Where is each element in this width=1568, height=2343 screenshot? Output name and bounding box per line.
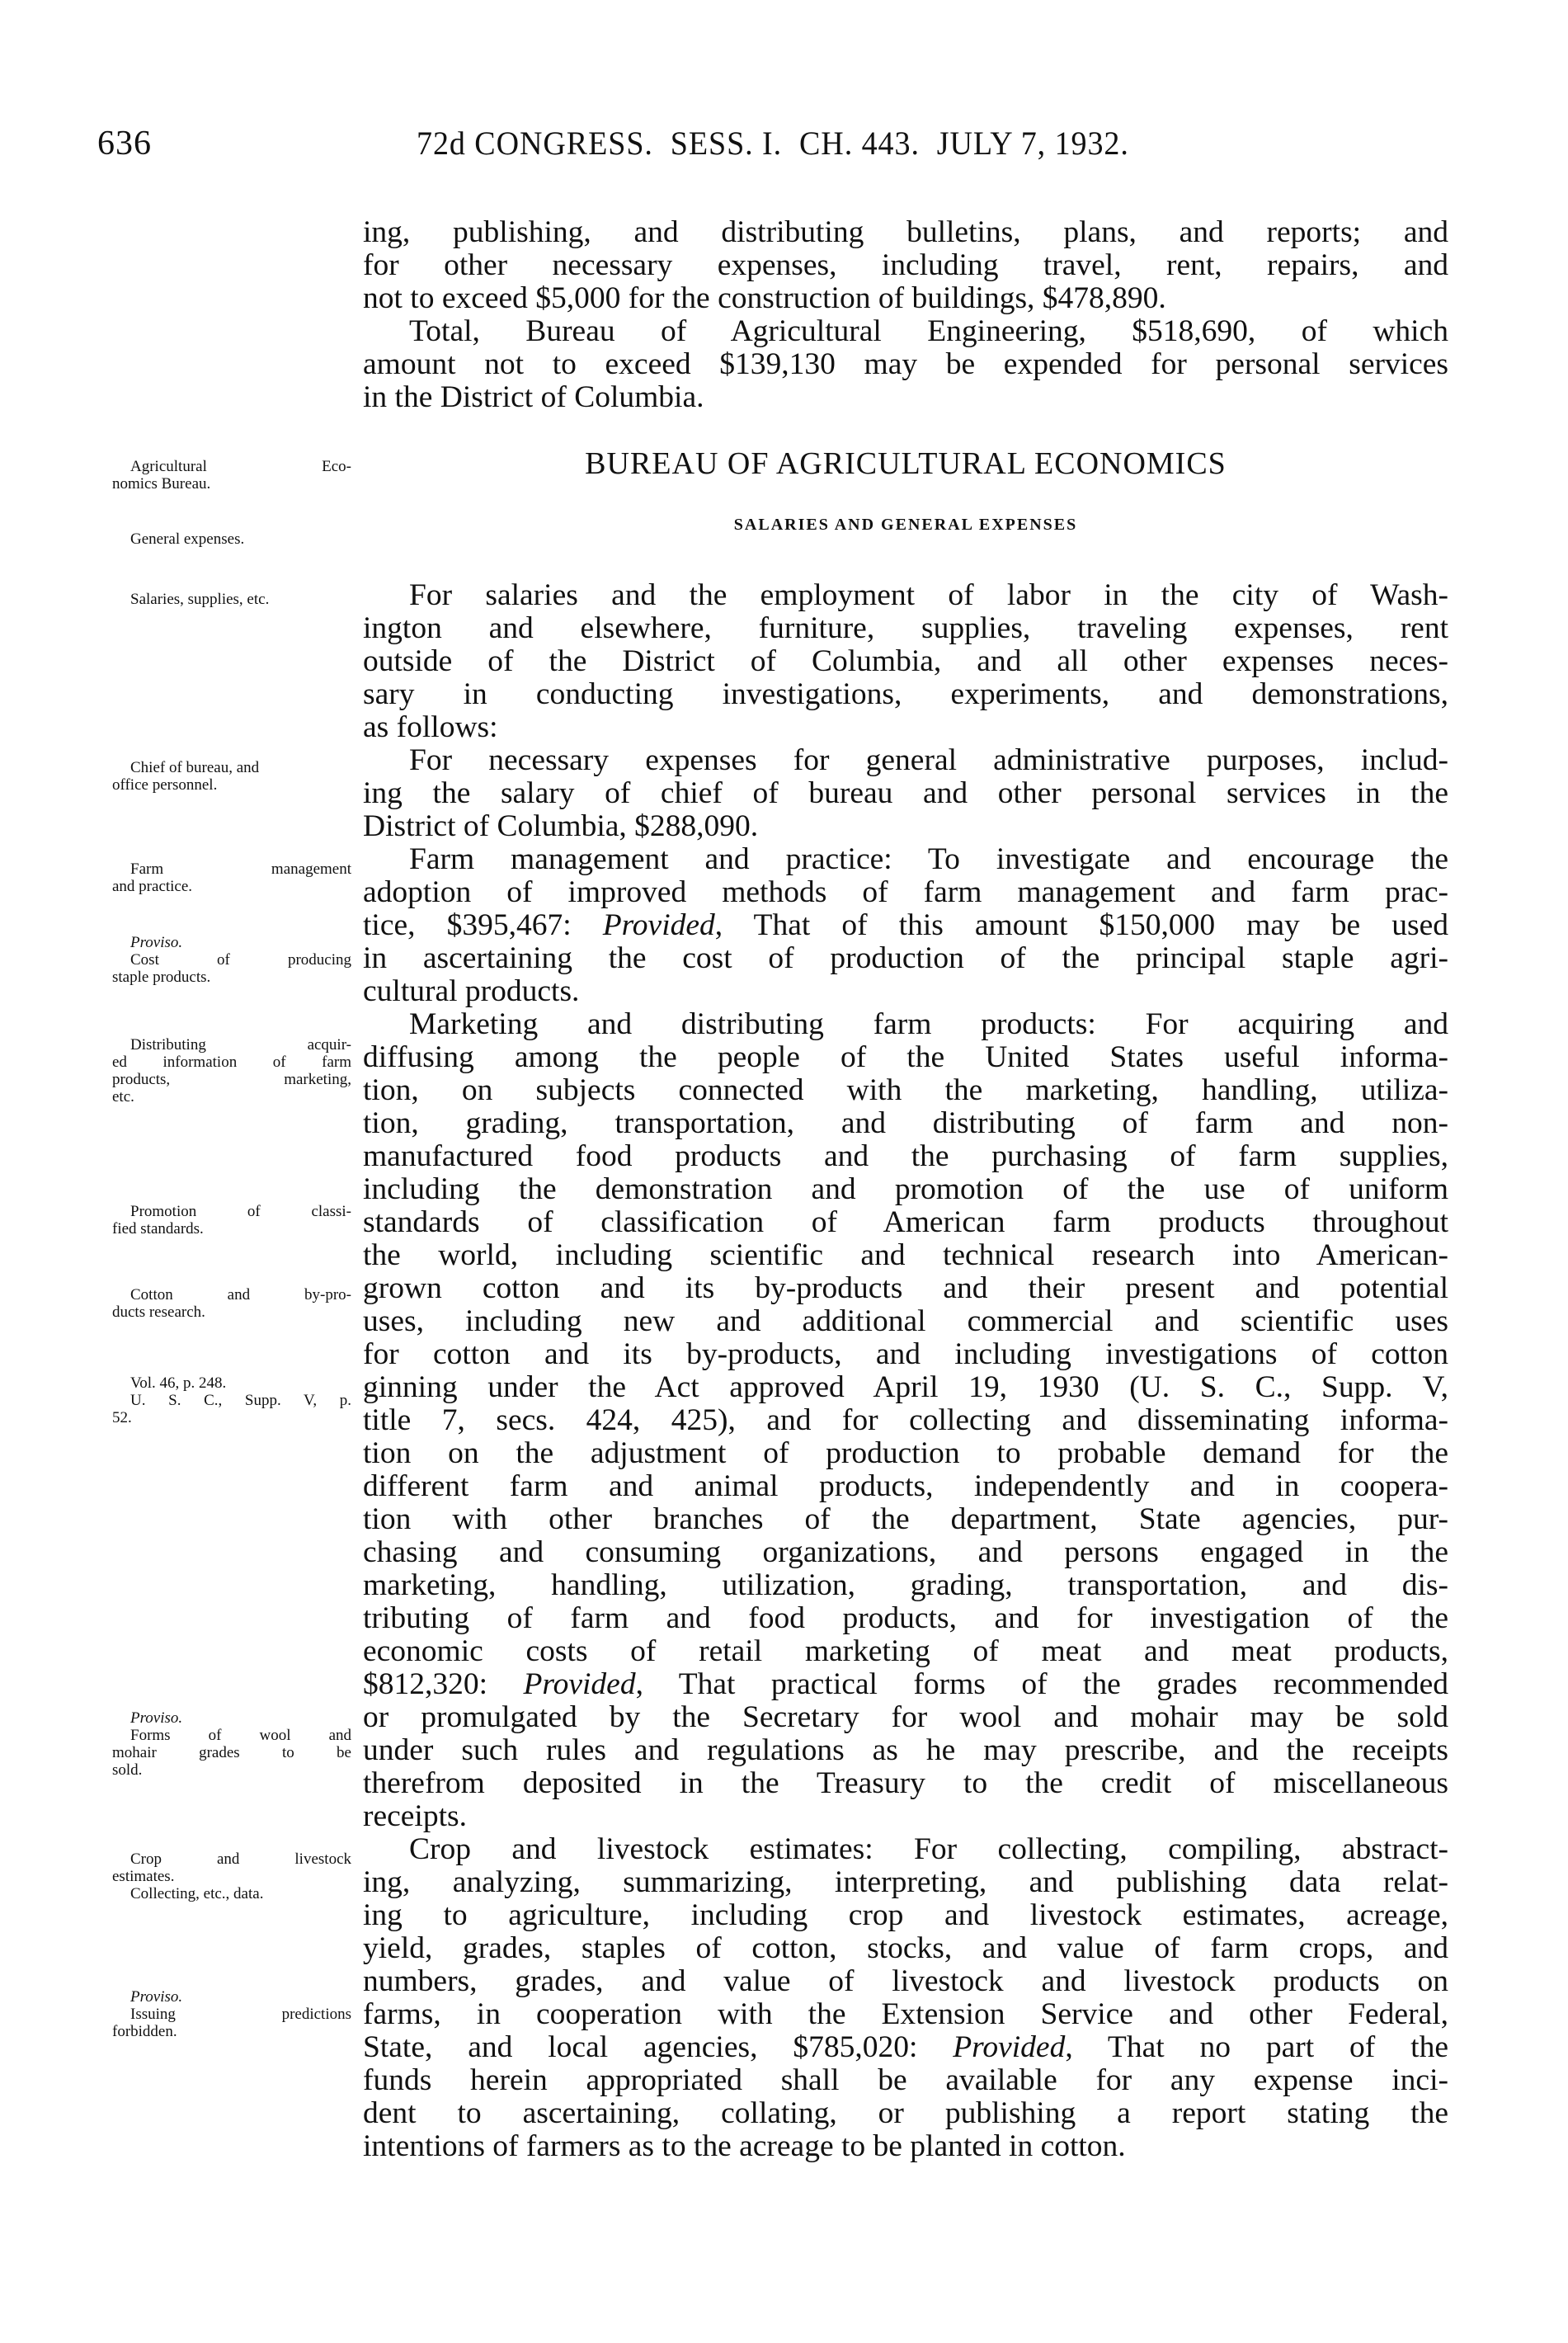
text-line: District of Columbia, $288,090.: [363, 809, 759, 843]
text-line: uses, including new and additional commercial and scientific uses: [363, 1304, 1448, 1338]
text-line: farms, in cooperation with the Extension Service and other Federal,: [363, 1997, 1448, 2031]
appropriations-body: [363, 579, 1448, 2163]
margin-note-proviso-3: Proviso. Issuing predictions forbidden.: [112, 1988, 351, 2040]
text-line: ing the salary of chief of bureau and other personal services in the: [363, 776, 1448, 810]
text-line: ing, publishing, and distributing bulletins, plans, and reports; and: [363, 215, 1448, 249]
text-line: grown cotton and its by-products and their present and potential: [363, 1271, 1448, 1305]
text-line: Farm management and practice: To investigate and encourage the: [409, 842, 1448, 876]
margin-note-salaries: Salaries, supplies, etc.: [130, 591, 270, 608]
page-number: 636: [97, 125, 152, 163]
margin-note-statute-ref: Vol. 46, p. 248. U. S. C., Supp. V, p. 52.: [112, 1374, 351, 1426]
text-line: tion on the adjustment of production to probable demand for the: [363, 1436, 1448, 1470]
text-line: or promulgated by the Secretary for wool and mohair may be sold: [363, 1700, 1448, 1734]
text-line: the world, including scientific and technical research into American-: [363, 1238, 1448, 1272]
margin-note-general-expenses: General expenses.: [130, 530, 245, 548]
text-line: receipts.: [363, 1799, 467, 1833]
section-subtitle: SALARIES AND GENERAL EXPENSES: [733, 516, 1078, 534]
margin-note-promotion: Promotion of classi- fied standards.: [112, 1203, 351, 1238]
text-line: outside of the District of Columbia, and all other expenses neces-: [363, 644, 1448, 678]
margin-note-bureau: Agricultural Eco- nomics Bureau.: [112, 458, 351, 493]
text-line: chasing and consuming organizations, and persons engaged in the: [363, 1535, 1448, 1569]
text-line: in the District of Columbia.: [363, 380, 704, 414]
provided-term: Provided: [523, 1667, 636, 1701]
text-line: Marketing and distributing farm products: For acquiring and: [409, 1007, 1448, 1041]
text-line: dent to ascertaining, collating, or publishing a report stating the: [363, 2096, 1448, 2130]
text-line: sary in conducting investigations, experiments, and demonstrations,: [363, 677, 1448, 711]
text-line: tion, on subjects connected with the marketing, handling, utiliza-: [363, 1073, 1448, 1107]
text-line: ing, analyzing, summarizing, interpreting, and publishing data relat-: [363, 1865, 1448, 1899]
margin-note-farm: Farm management and practice.: [112, 860, 351, 895]
usc-reference: U. S. C., Supp. V, p.: [130, 1392, 351, 1409]
text-line: For necessary expenses for general administrative purposes, includ-: [409, 743, 1448, 777]
text-line: in ascertaining the cost of production of the principal staple agri-: [363, 941, 1448, 975]
text-line: ginning under the Act approved April 19, 1930 (U. S. C., Supp. V,: [363, 1370, 1448, 1404]
text-line: numbers, grades, and value of livestock and livestock products on: [363, 1964, 1448, 1998]
text-line: ington and elsewhere, furniture, supplies, traveling expenses, rent: [363, 611, 1448, 645]
margin-note-distributing: Distributing acquir- ed information of farm products, marketing, etc.: [112, 1036, 351, 1106]
provided-term: Provided: [953, 2030, 1066, 2064]
text-line: $812,320: Provided, That practical forms of the grades recommended: [363, 1667, 1448, 1701]
proviso-label: Proviso.: [130, 934, 183, 951]
text-line: therefrom deposited in the Treasury to the credit of miscellaneous: [363, 1766, 1448, 1800]
text-line: title 7, secs. 424, 425), and for collecting and disseminating informa-: [363, 1403, 1448, 1437]
text-line: tion with other branches of the department, State agencies, pur-: [363, 1502, 1448, 1536]
text-line: ing to agriculture, including crop and livestock estimates, acreage,: [363, 1898, 1448, 1932]
text-line: under such rules and regulations as he may prescribe, and the receipts: [363, 1733, 1448, 1767]
text-line: State, and local agencies, $785,020: Provided, That no part of the: [363, 2030, 1448, 2064]
margin-note-proviso-1: Proviso. Cost of producing staple products.: [112, 934, 351, 986]
text-line: yield, grades, staples of cotton, stocks, and value of farm crops, and: [363, 1931, 1448, 1965]
continuation-paragraph: [363, 216, 1448, 414]
section-title: BUREAU OF AGRICULTURAL ECONOMICS: [585, 446, 1227, 481]
vol-reference: Vol. 46, p. 248.: [130, 1374, 227, 1392]
proviso-label: Proviso.: [130, 1709, 183, 1727]
text-line: economic costs of retail marketing of meat and meat products,: [363, 1634, 1448, 1668]
text-line: diffusing among the people of the United States useful informa-: [363, 1040, 1448, 1074]
text-line: For salaries and the employment of labor in the city of Wash-: [409, 578, 1448, 612]
text-line: manufactured food products and the purchasing of farm supplies,: [363, 1139, 1448, 1173]
proviso-label: Proviso.: [130, 1988, 183, 2006]
margin-note-cotton: Cotton and by-pro- ducts research.: [112, 1286, 351, 1321]
text-line: including the demonstration and promotion of the use of uniform: [363, 1172, 1448, 1206]
text-line: tion, grading, transportation, and distributing of farm and non-: [363, 1106, 1448, 1140]
text-line: different farm and animal products, independently and in coopera-: [363, 1469, 1448, 1503]
margin-note-crop: Crop and livestock estimates. Collecting, etc., data.: [112, 1850, 351, 1902]
text-line: as follows:: [363, 710, 498, 744]
text-line: for cotton and its by-products, and including investigations of cotton: [363, 1337, 1448, 1371]
provided-term: Provided: [602, 908, 715, 942]
text-line: funds herein appropriated shall be available for any expense inci-: [363, 2063, 1448, 2097]
text-line: amount not to exceed $139,130 may be expended for personal services: [363, 347, 1448, 381]
text-line: cultural products.: [363, 974, 580, 1008]
text-line: Total, Bureau of Agricultural Engineering, $518,690, of which: [409, 314, 1448, 348]
margin-note-chief: Chief of bureau, and office personnel.: [112, 759, 260, 794]
text-line: intentions of farmers as to the acreage to be planted in cotton.: [363, 2129, 1126, 2163]
margin-note-proviso-2: Proviso. Forms of wool and mohair grades to be sold.: [112, 1709, 351, 1779]
text-line: tributing of farm and food products, and for investigation of the: [363, 1601, 1448, 1635]
running-head: 72d CONGRESS. SESS. I. CH. 443. JULY 7, 1932.: [417, 125, 1129, 162]
text-line: standards of classification of American farm products throughout: [363, 1205, 1448, 1239]
text-line: for other necessary expenses, including travel, rent, repairs, and: [363, 248, 1448, 282]
text-line: Crop and livestock estimates: For collecting, compiling, abstract-: [409, 1832, 1448, 1866]
text-line: marketing, handling, utilization, grading, transportation, and dis-: [363, 1568, 1448, 1602]
text-line: not to exceed $5,000 for the construction of buildings, $478,890.: [363, 281, 1166, 315]
text-line: adoption of improved methods of farm management and farm prac-: [363, 875, 1448, 909]
text-line: tice, $395,467: Provided, That of this amount $150,000 may be used: [363, 908, 1449, 942]
